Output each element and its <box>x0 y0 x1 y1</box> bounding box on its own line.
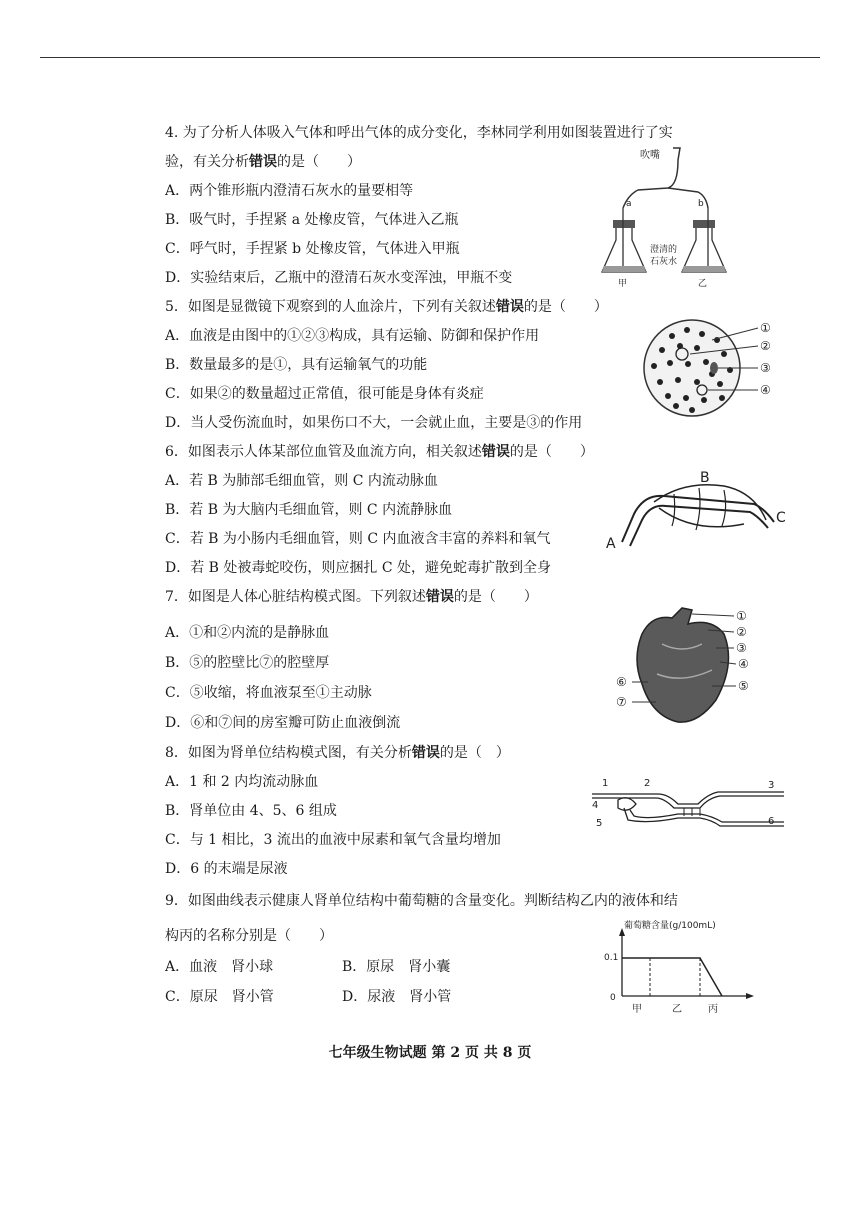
chart-ylabel: 葡萄糖含量(g/100mL) <box>624 921 716 931</box>
heart-label-2: ② <box>736 625 747 639</box>
q6-option-b: B．若 B 为大脑内毛细血管，则 C 内流静脉血 <box>165 502 453 518</box>
q5-option-b: B．数量最多的是①，具有运输氧气的功能 <box>165 357 428 373</box>
q9-glucose-chart <box>600 916 760 1016</box>
q4-option-d: D．实验结束后，乙瓶中的澄清石灰水变浑浊，甲瓶不变 <box>165 270 513 286</box>
q9-option-b: B．原尿 肾小囊 <box>342 959 451 975</box>
heart-label-7: ⑦ <box>616 695 627 709</box>
heart-label-5: ⑤ <box>738 679 749 693</box>
mouthpiece-label: 吹嘴 <box>640 150 660 161</box>
chart-x-yi: 乙 <box>672 1004 682 1015</box>
chart-y-tick: 0.1 <box>604 953 619 963</box>
clip-a-label: a <box>626 199 632 209</box>
heart-label-1: ① <box>736 609 747 623</box>
q8-option-a: A．1 和 2 内均流动脉血 <box>165 774 319 790</box>
nephron-label-4: 4 <box>592 800 599 811</box>
q5-option-d: D．当人受伤流血时，如果伤口不大，一会就止血，主要是③的作用 <box>165 415 583 431</box>
page-footer: 七年级生物试题 第 2 页 共 8 页 <box>328 1045 532 1061</box>
chart-origin: 0 <box>610 993 616 1003</box>
q9-option-d: D．尿液 肾小管 <box>342 989 452 1005</box>
q7-heart-figure <box>612 604 772 726</box>
q8-option-c: C．与 1 相比，3 流出的血液中尿素和氧气含量均增加 <box>165 832 501 848</box>
nephron-label-3: 3 <box>768 780 775 791</box>
heart-label-6: ⑥ <box>616 675 627 689</box>
nephron-label-6: 6 <box>768 816 775 827</box>
vessel-label-b: B <box>700 470 710 486</box>
smear-label-1: ① <box>760 321 771 335</box>
smear-label-4: ④ <box>760 383 771 397</box>
nephron-label-5: 5 <box>596 818 603 829</box>
clip-b-label: b <box>698 199 704 209</box>
q7-option-a: A．①和②内流的是静脉血 <box>165 625 330 641</box>
top-rule <box>40 57 820 58</box>
nephron-label-2: 2 <box>644 778 651 789</box>
smear-label-2: ② <box>760 339 771 353</box>
q6-stem: 6．如图表示人体某部位血管及血流方向，相关叙述错误的是（ ） <box>165 444 594 460</box>
q8-option-d: D．6 的末端是尿液 <box>165 861 288 877</box>
q7-option-b: B．⑤的腔壁比⑦的腔壁厚 <box>165 655 330 671</box>
vessel-label-a: A <box>606 536 616 552</box>
smear-label-3: ③ <box>760 361 771 375</box>
q7-option-d: D．⑥和⑦间的房室瓣可防止血液倒流 <box>165 715 401 731</box>
limewater-label-2: 石灰水 <box>650 257 678 267</box>
q9-option-c: C．原尿 肾小管 <box>165 989 274 1005</box>
q4-apparatus-figure <box>598 140 738 290</box>
q4-stem-line1: 4. 为了分析人体吸入气体和呼出气体的成分变化，李林同学利用如图装置进行了实 <box>165 125 673 141</box>
q6-option-c: C．若 B 为小肠内毛细血管，则 C 内血液含丰富的养料和氧气 <box>165 531 551 547</box>
q6-option-a: A．若 B 为肺部毛细血管，则 C 内流动脉血 <box>165 473 438 489</box>
q7-option-c: C．⑤收缩，将血液泵至①主动脉 <box>165 685 372 701</box>
flask-yi-label: 乙 <box>698 279 708 289</box>
q8-stem: 8．如图为肾单位结构模式图，有关分析错误的是（ ） <box>165 745 510 761</box>
nephron-label-1: 1 <box>602 778 609 789</box>
flask-jia-label: 甲 <box>618 279 628 289</box>
q9-stem-line2: 构丙的名称分别是（ ） <box>165 928 333 944</box>
q5-option-a: A．血液是由图中的①②③构成，具有运输、防御和保护作用 <box>165 328 540 344</box>
q4-stem-line2: 验，有关分析错误的是（ ） <box>165 154 361 170</box>
q9-stem-line1: 9．如图曲线表示健康人肾单位结构中葡萄糖的含量变化。判断结构乙内的液体和结 <box>165 893 678 909</box>
heart-label-4: ④ <box>738 657 749 671</box>
chart-x-jia: 甲 <box>632 1004 642 1015</box>
q5-blood-smear-figure <box>642 318 782 420</box>
limewater-label-1: 澄清的 <box>650 245 678 255</box>
q5-option-c: C．如果②的数量超过正常值，很可能是身体有炎症 <box>165 386 484 402</box>
heart-label-3: ③ <box>736 641 747 655</box>
q6-option-d: D．若 B 处被毒蛇咬伤，则应捆扎 C 处，避免蛇毒扩散到全身 <box>165 560 552 576</box>
q9-option-a: A．血液 肾小球 <box>165 959 274 975</box>
q8-nephron-figure <box>588 774 788 836</box>
chart-x-bing: 丙 <box>708 1004 718 1015</box>
q8-option-b: B．肾单位由 4、5、6 组成 <box>165 803 337 819</box>
q7-stem: 7．如图是人体心脏结构模式图。下列叙述错误的是（ ） <box>165 589 538 605</box>
q4-option-b: B．吸气时，手捏紧 a 处橡皮管，气体进入乙瓶 <box>165 212 459 228</box>
q5-stem: 5．如图是显微镜下观察到的人血涂片，下列有关叙述错误的是（ ） <box>165 299 608 315</box>
q4-option-a: A．两个锥形瓶内澄清石灰水的量要相等 <box>165 183 414 199</box>
glucose-line <box>622 958 722 996</box>
q4-option-c: C．呼气时，手捏紧 b 处橡皮管，气体进入甲瓶 <box>165 241 460 257</box>
q6-blood-vessel-figure <box>604 464 794 554</box>
vessel-label-c: C <box>776 510 786 526</box>
